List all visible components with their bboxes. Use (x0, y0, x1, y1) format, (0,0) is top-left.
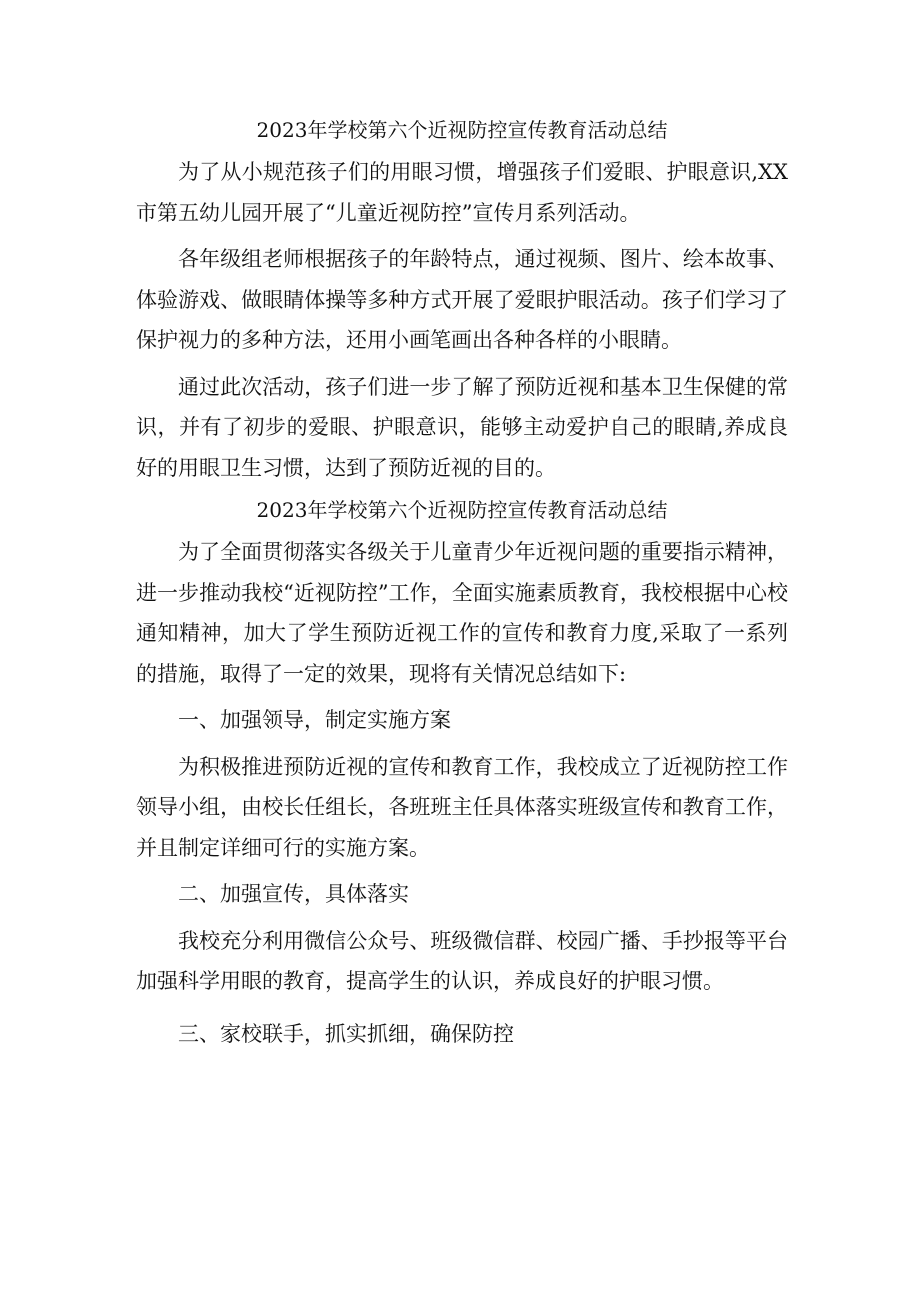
paragraph: 通过此次活动，孩子们进一步了解了预防近视和基本卫生保健的常识，并有了初步的爱眼、护眼意识，能够主动爱护自己的眼睛,养成良好的用眼卫生习惯，达到了预防近视的目的。 (136, 374, 788, 480)
paragraph: 为了从小规范孩子们的用眼习惯，增强孩子们爱眼、护眼意识,XX市第五幼儿园开展了“儿童近视防控”宣传月系列活动。 (136, 160, 788, 225)
paragraph: 为积极推进预防近视的宣传和教育工作，我校成立了近视防控工作领导小组，由校长任组长，各班班主任具体落实班级宣传和教育工作，并且制定详细可行的实施方案。 (136, 754, 788, 860)
section-heading: 三、家校联手，抓实抓细，确保防控 (178, 1021, 514, 1046)
section-heading: 二、加强宣传，具体落实 (178, 882, 409, 906)
document-title-2: 2023年学校第六个近视防控宣传教育活动总结 (256, 498, 668, 522)
document-title-1: 2023年学校第六个近视防控宣传教育活动总结 (256, 118, 668, 142)
document-page (136, 112, 788, 1054)
paragraph: 我校充分利用微信公众号、班级微信群、校园广播、手抄报等平台加强科学用眼的教育，提高学生的认识，养成良好的护眼习惯。 (136, 928, 788, 993)
paragraph: 为了全面贯彻落实各级关于儿童青少年近视问题的重要指示精神，进一步推动我校“近视防控”工作，全面实施素质教育，我校根据中心校通知精神，加大了学生预防近视工作的宣传和教育力度,采取了一系列的措施，取得了一定的效果，现将有关情况总结如下: (136, 540, 788, 686)
section-heading: 一、加强领导，制定实施方案 (178, 708, 451, 732)
paragraph: 各年级组老师根据孩子的年龄特点，通过视频、图片、绘本故事、体验游戏、做眼睛体操等多种方式开展了爱眼护眼活动。孩子们学习了保护视力的多种方法，还用小画笔画出各种各样的小眼睛。 (136, 247, 788, 352)
